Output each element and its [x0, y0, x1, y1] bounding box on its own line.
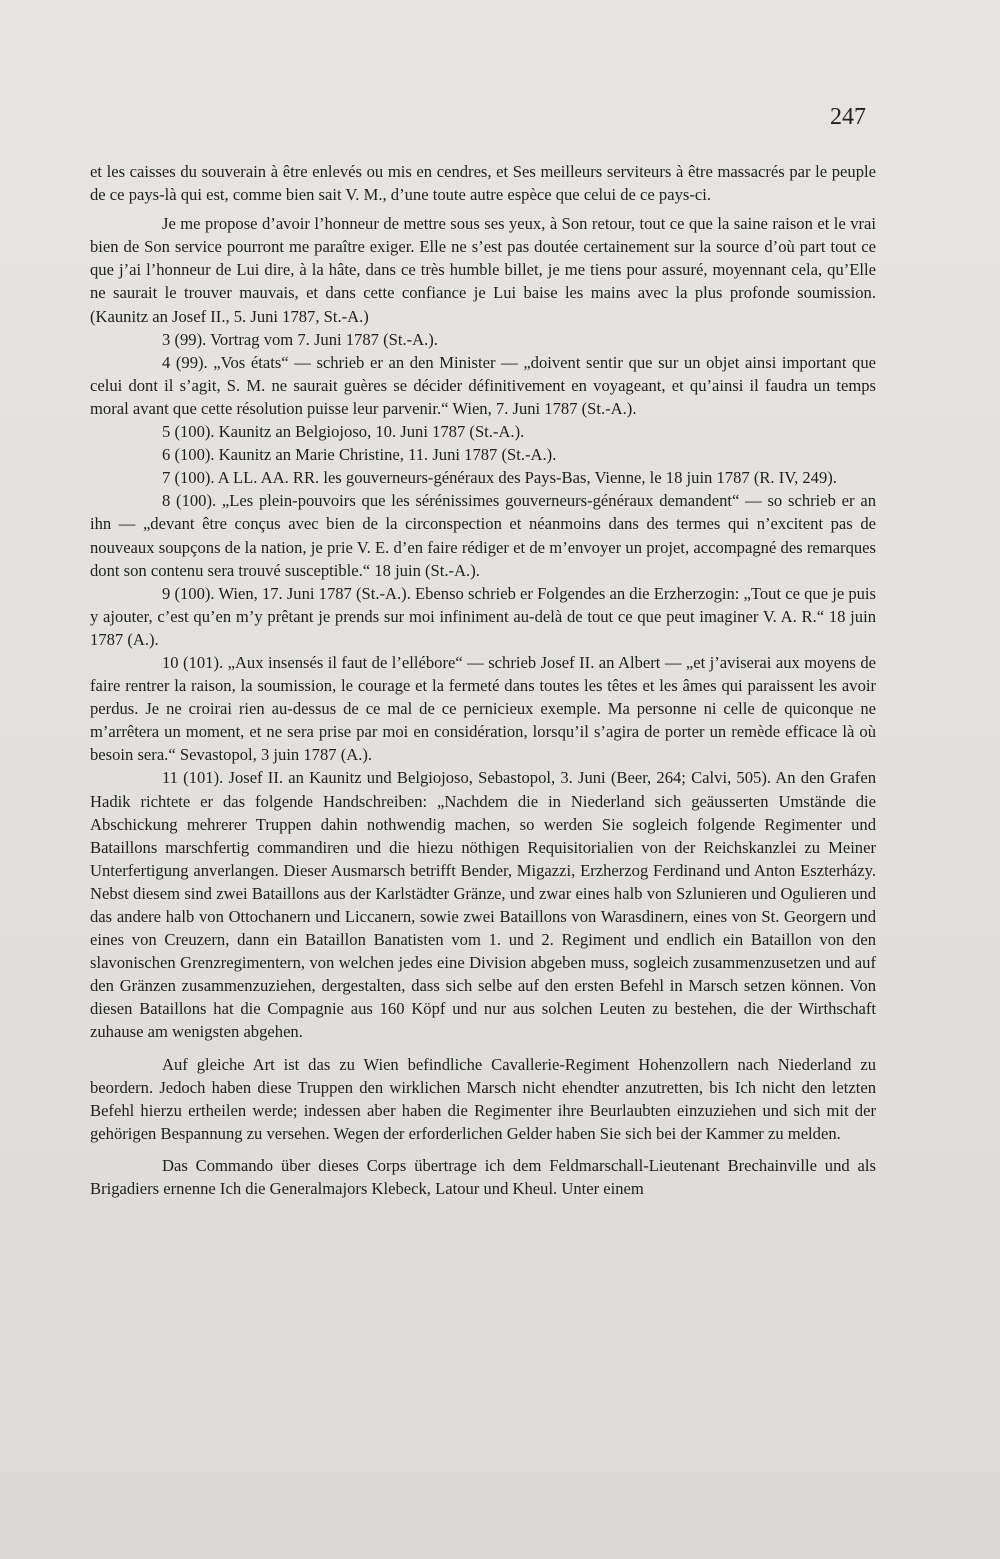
note-4: 4 (99). „Vos états“ — schrieb er an den Minister — „doivent sentir que sur un objet ainsi important que celui dont il s’agit, S. M. ne saurait guères se décider définitivement en voyageant, et qu’ainsi il faudra un temps moral avant que cette résolution puisse leur parvenir.“ Wien, 7. Juni 1787 (St.-A.).	[90, 352, 876, 418]
note-3: 3 (99). Vortrag vom 7. Juni 1787 (St.-A.).	[162, 329, 438, 349]
note-8: 8 (100). „Les plein-pouvoirs que les sérénissimes gouverneurs-généraux demandent“ — so schrieb er an ihn — „devant être conçus avec bien de la circonspection et néanmoins dans des termes qui n’excitent pas de nouveaux soupçons de la nation, je prie V. E. d’en faire rédiger et de m’envoyer un projet, accompagné des remarques dont son contenu sera trouvé susceptible.“ 18 juin (St.-A.).	[90, 491, 876, 580]
paragraph: Je me propose d’avoir l’honneur de mettre sous ses yeux, à Son retour, tout ce que la saine raison et le vrai bien de Son service pourront me paraître exiger. Elle ne s’est pas doutée certainement sur la source d’où part tout ce que j’ai l’honneur de Lui dire, à la hâte, dans ce très humble billet, je me tiens pour assuré, moyennant cela, qu’Elle ne saurait le trouver mauvais, et dans cette confiance je Lui baise les mains avec la plus profonde soumission. (Kaunitz an Josef II., 5. Juni 1787, St.-A.)	[90, 214, 876, 326]
paragraph: Das Commando über dieses Corps übertrage ich dem Feldmarschall-Lieutenant Brechainville und als Brigadiers ernenne Ich die Generalmajors Klebeck, Latour und Kheul. Unter einem	[90, 1155, 876, 1199]
paragraph-continuation: et les caisses du souverain à être enlevés ou mis en cendres, et Ses meilleurs serviteurs à être massacrés par le peuple de ce pays-là qui est, comme bien sait V. M., d’une toute autre espèce que celui de ce pays-ci.	[90, 162, 876, 205]
note-7: 7 (100). A LL. AA. RR. les gouverneurs-généraux des Pays-Bas, Vienne, le 18 juin 1787 (R. IV, 249).	[162, 468, 837, 488]
body-text	[90, 160, 876, 1200]
page-number: 247	[830, 104, 866, 130]
note-9: 9 (100). Wien, 17. Juni 1787 (St.-A.). Ebenso schrieb er Folgendes an die Erzherzogin: „Tout ce que je puis y ajouter, c’est qu’en m’y prêtant je prends sur moi infiniment au-delà de tout ce que peut imaginer V. A. R.“ 18 juin 1787 (A.).	[90, 583, 876, 649]
note-10: 10 (101). „Aux insensés il faut de l’ellébore“ — schrieb Josef II. an Albert — „et j’aviserai aux moyens de faire rentrer la raison, la soumission, le courage et la fermeté dans toutes les têtes et les âmes qui paraissent les avoir perdus. Je ne croirai rien au-dessus de ce mal de ce pernicieux exemple. Ma personne ni celle de quiconque ne m’arrêtera un moment, et ne sera prise par moi en considération, lorsqu’il s’agira de porter un remède efficace là où besoin sera.“ Sevastopol, 3 juin 1787 (A.).	[90, 652, 876, 765]
note-5: 5 (100). Kaunitz an Belgiojoso, 10. Juni 1787 (St.-A.).	[162, 422, 525, 442]
note-11: 11 (101). Josef II. an Kaunitz und Belgiojoso, Sebastopol, 3. Juni (Beer, 264; Calvi, 505). An den Grafen Hadik richtete er das folgende Handschreiben: „Nachdem die in Niederland sich geäusserten Umstände die Abschickung mehrerer Truppen dahin nothwendig machen, so werden Sie sogleich folgende Regimenter und Bataillons marschfertig commandiren und die hiezu nöthigen Requisitorialien von der Reichskanzlei zu Meiner Unterfertigung anverlangen. Dieser Ausmarsch betrifft Bender, Migazzi, Erzherzog Ferdinand und Anton Eszterházy. Nebst diesem sind zwei Bataillons aus der Karlstädter Gränze, und zwar eines halb von Szlunieren und Ogulieren und das andere halb von Ottochanern und Liccanern, sowie zwei Bataillons von Warasdinern, eines von St. Georgern und eines von Creuzern, dann ein Bataillon Banatisten vom 1. und 2. Regiment und endlich ein Bataillon von den slavonischen Grenzregimentern, von welchen jedes eine Division abgeben muss, sogleich zusammenzusetzen und auf den Gränzen zusammenzuziehen, dergestalten, dass sich selbe auf den ersten Befehl in Marsch setzen können. Von diesen Bataillons hat die Compagnie aus 160 Köpf und nur aus solchen Leuten zu bestehen, die der Wirthschaft zuhause am wenigsten abgehen.	[90, 768, 876, 1042]
paragraph: Auf gleiche Art ist das zu Wien befindliche Cavallerie-Regiment Hohenzollern nach Niederland zu beordern. Jedoch haben diese Truppen den wirklichen Marsch nicht ehendter anzutretten, bis Ich nicht den letzten Befehl hierzu ertheilen werde; indessen aber haben die Regimenter ihre Beurlaubten einzuziehen und sich mit der gehörigen Bespannung zu versehen. Wegen der erforderlichen Gelder haben Sie sich bei der Kammer zu melden.	[90, 1054, 876, 1143]
note-6: 6 (100). Kaunitz an Marie Christine, 11. Juni 1787 (St.-A.).	[162, 445, 557, 465]
